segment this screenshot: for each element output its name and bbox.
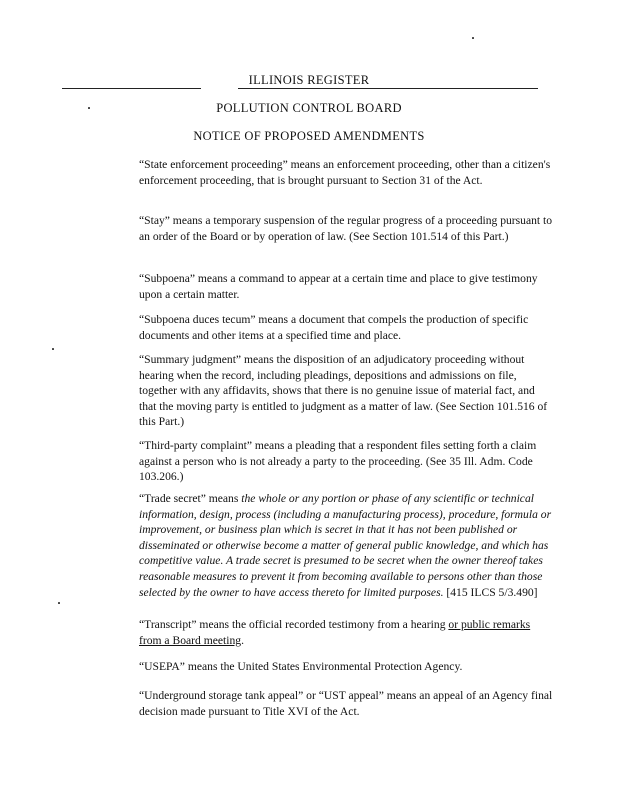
definition-subpoena — [139, 271, 553, 302]
notice-title: NOTICE OF PROPOSED AMENDMENTS — [193, 129, 425, 143]
header-rule-left — [62, 88, 201, 89]
trade-secret-statute-text: the whole or any portion or phase of any scientific or technical information, design, process (including a manufacturing process), procedure, formula or improvement, or business plan which is secret in that it has not been published or disseminated or otherwise become a matter of general public knowledge, and which has competitive value. A trade secret is presumed to be secret when the owner thereof takes reasonable measures to prevent it from becoming available to persons other than those selected by the owner to have access thereto for limited purposes. — [139, 492, 552, 599]
register-title: ILLINOIS REGISTER — [248, 73, 370, 87]
definition-text: “USEPA” means the United States Environmental Protection Agency. — [139, 660, 463, 673]
transcript-added-text: or public remarks — [448, 618, 531, 631]
definition-text: “Third-party complaint” means a pleading that a respondent files setting forth a claim against a person who is not already a party to the proceeding. (See 35 Ill. Adm. Code 103.206.) — [139, 439, 537, 484]
scan-speck — [472, 37, 474, 39]
board-title: POLLUTION CONTROL BOARD — [216, 101, 402, 115]
transcript-period: . — [241, 633, 244, 647]
definition-text: “Subpoena” means a command to appear at a certain time and place to give testimony upon a certain matter. — [139, 272, 538, 301]
definition-usepa — [139, 659, 553, 675]
definition-subpoena-duces-tecum — [139, 312, 553, 343]
scan-speck — [58, 602, 60, 604]
definition-stay — [139, 213, 553, 244]
trade-secret-citation: [415 ILCS 5/3.490] — [443, 585, 538, 599]
scan-speck — [52, 348, 54, 350]
definition-transcript — [139, 617, 553, 648]
definition-text: “Subpoena duces tecum” means a document that compels the production of specific documents and other items at a specified time and place. — [139, 313, 529, 342]
definition-third-party-complaint — [139, 438, 553, 485]
definition-text: “Summary judgment” means the disposition of an adjudicatory proceeding without hearing when the record, including pleadings, depositions and admissions on file, together with any affidavits, shows that there is no genuine issue of material fact, and that the moving party is entitled to judgment as a matter of law. (See Section 101.516 of this Part.) — [139, 353, 548, 429]
transcript-lead: “Transcript” means the official recorded testimony from a hearing — [139, 618, 449, 631]
definition-ust-appeal — [139, 688, 553, 719]
definition-text: “State enforcement proceeding” means an enforcement proceeding, other than a citizen's enforcement proceeding, that is brought pursuant to Section 31 of the Act. — [139, 158, 551, 187]
trade-secret-lead: “Trade secret” means — [139, 492, 242, 505]
scan-speck — [88, 107, 90, 109]
transcript-added-text-2: from a Board meeting — [139, 633, 242, 647]
definition-summary-judgment — [139, 352, 553, 430]
definition-text: “Underground storage tank appeal” or “UST appeal” means an appeal of an Agency final decision made pursuant to Title XVI of the Act. — [139, 689, 553, 718]
definition-text — [139, 491, 553, 600]
definition-text: “Stay” means a temporary suspension of the regular progress of a proceeding pursuant to an order of the Board or by operation of law. (See Section 101.514 of this Part.) — [139, 214, 553, 243]
header-rule-right — [238, 88, 538, 89]
definition-state-enforcement — [139, 157, 553, 188]
definition-trade-secret — [139, 491, 553, 600]
definition-text — [139, 617, 553, 648]
